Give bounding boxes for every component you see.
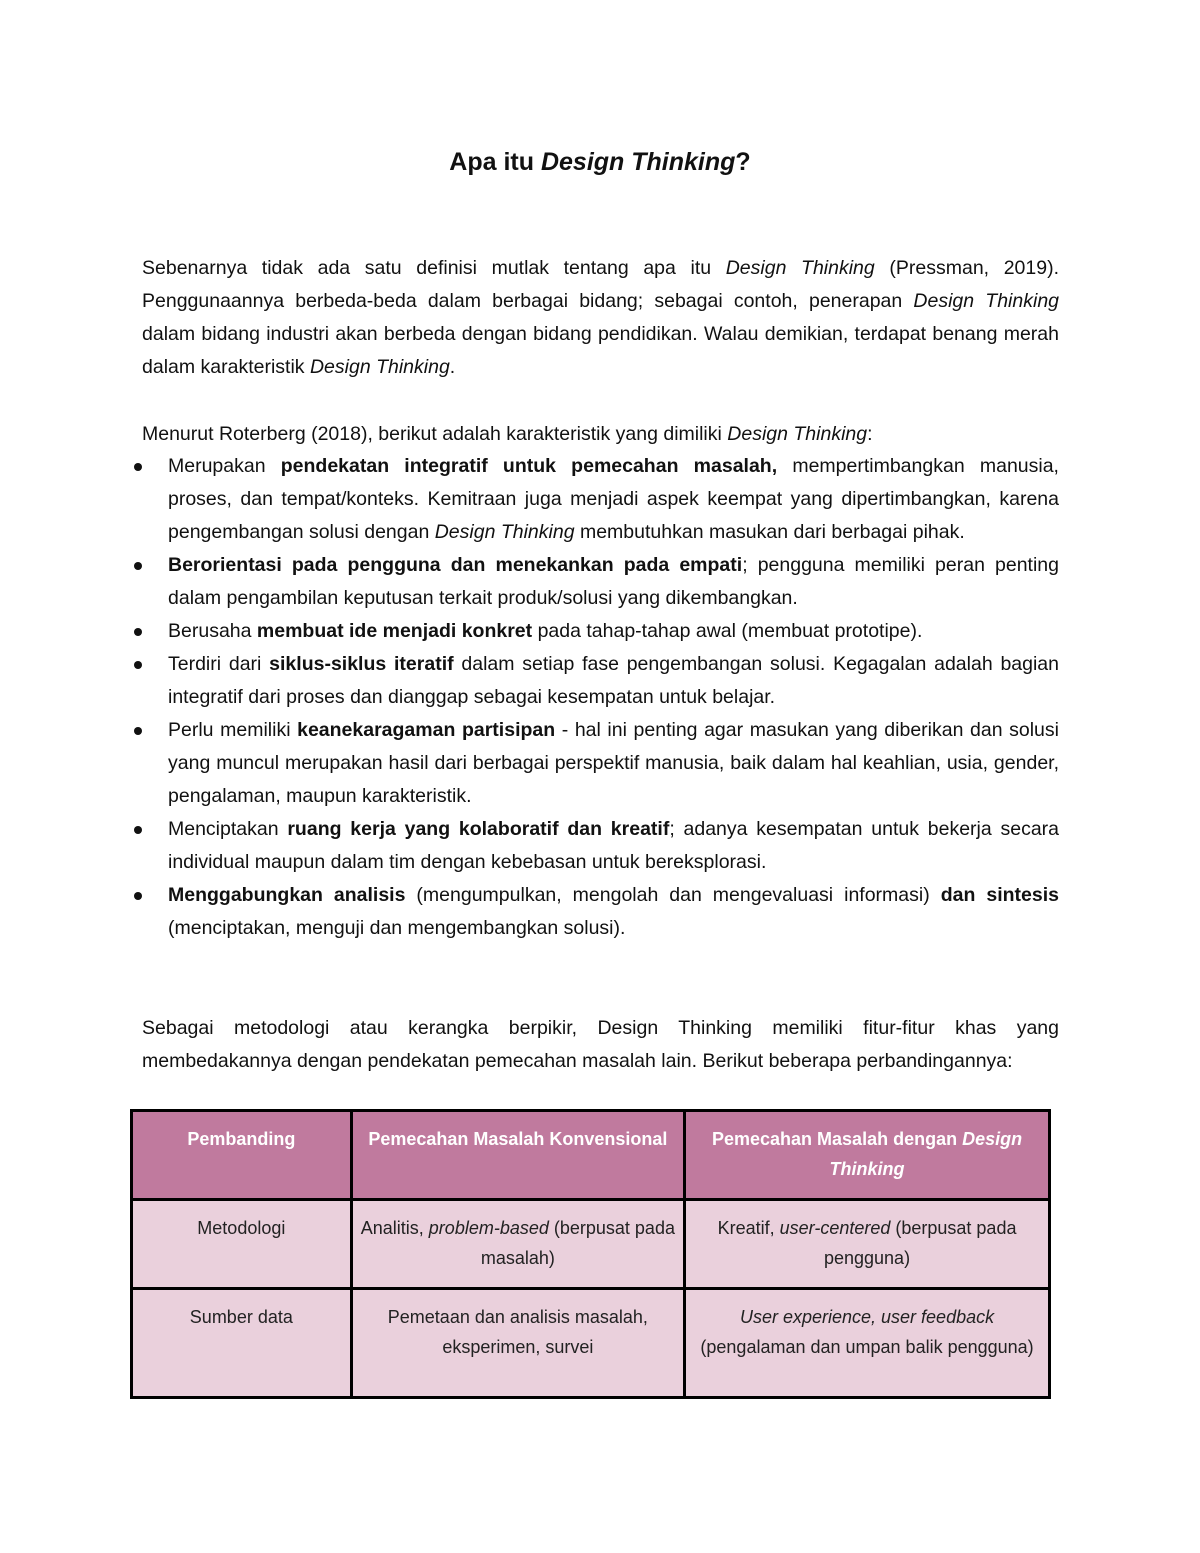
bold-run: Menggabungkan analisis xyxy=(168,884,406,906)
row-label-cell: Sumber data xyxy=(132,1289,352,1398)
list-item xyxy=(142,714,1059,813)
list-item xyxy=(142,450,1059,549)
text-run: (mengumpulkan, mengolah dan mengevaluasi informasi) xyxy=(405,884,941,906)
italic-run: Design Thinking xyxy=(913,290,1060,312)
text-run: Kreatif, xyxy=(717,1218,780,1238)
title-suffix: ? xyxy=(735,148,751,176)
conventional-cell xyxy=(351,1200,684,1289)
text-run: Berusaha xyxy=(168,620,257,642)
text-run: dalam setiap fase pengembangan solusi. Kegagalan adalah bagian integratif dari proses dan dianggap sebagai kesempatan untuk belajar. xyxy=(168,653,1059,708)
text-run: Merupakan xyxy=(168,455,281,477)
italic-run: Design Thinking xyxy=(829,1129,1023,1179)
characteristics-intro xyxy=(142,418,1059,451)
bold-run: keanekaragaman partisipan xyxy=(297,719,556,741)
intro-paragraph xyxy=(142,252,1059,384)
text-run: (berpusat pada masalah) xyxy=(480,1218,675,1268)
italic-run: Design Thinking xyxy=(727,423,868,445)
italic-run: Design Thinking xyxy=(309,356,450,378)
characteristics-list xyxy=(142,450,1059,945)
text-run: Pemecahan Masalah dengan xyxy=(711,1129,963,1149)
bullet-icon xyxy=(134,727,142,735)
text-run: Menciptakan xyxy=(168,818,288,840)
text-run: Pemetaan dan analisis masalah, eksperimen, survei xyxy=(387,1307,648,1357)
comparison-intro: Sebagai metodologi atau kerangka berpikir, Design Thinking memiliki fitur-fitur khas yang membedakannya dengan pendekatan pemecahan masalah lain. Berikut beberapa perbandingannya: xyxy=(142,1017,1059,1072)
table-header-row xyxy=(132,1111,1050,1200)
text-run: Analitis, xyxy=(360,1218,429,1238)
bullet-icon xyxy=(134,562,142,570)
bold-run: Berorientasi pada pengguna dan menekankan pada empati xyxy=(168,554,743,576)
conventional-cell xyxy=(351,1289,684,1398)
design-thinking-cell xyxy=(685,1289,1050,1398)
bullet-icon xyxy=(134,628,142,636)
table-row xyxy=(132,1289,1050,1398)
bold-run: dan sintesis xyxy=(940,884,1059,906)
text-run: pada tahap-tahap awal (membuat prototipe). xyxy=(532,620,923,642)
text-run: mempertimbangkan manusia, proses, dan tempat/konteks. Kemitraan juga menjadi aspek keempat yang dipertimbangkan, karena pengembangan solusi dengan xyxy=(168,455,1059,543)
text-run: (berpusat pada pengguna) xyxy=(823,1218,1017,1268)
bold-run: ruang kerja yang kolaboratif dan kreatif xyxy=(287,818,670,840)
comparison-table xyxy=(130,1109,1051,1399)
list-item xyxy=(142,813,1059,879)
italic-run: User experience, user feedback xyxy=(739,1307,995,1327)
bullet-icon xyxy=(134,661,142,669)
bold-run: membuat ide menjadi konkret xyxy=(256,620,533,642)
text-run: Sebenarnya tidak ada satu definisi mutlak tentang apa itu xyxy=(142,257,726,279)
table-row xyxy=(132,1200,1050,1289)
text-run: (Pressman, 2019). Penggunaannya berbeda-beda dalam berbagai bidang; sebagai contoh, penerapan xyxy=(142,257,1059,312)
text-run: ; pengguna memiliki peran penting dalam pengambilan keputusan terkait produk/solusi yang dikembangkan. xyxy=(168,554,1059,609)
header-cell-design-thinking xyxy=(685,1111,1050,1200)
italic-run: Design Thinking xyxy=(725,257,875,279)
header-cell-pembanding: Pembanding xyxy=(132,1111,352,1200)
text-run: : xyxy=(867,423,873,445)
list-item xyxy=(142,648,1059,714)
bullet-icon xyxy=(134,892,142,900)
text-run: (menciptakan, menguji dan mengembangkan solusi). xyxy=(168,917,626,939)
italic-run: Design Thinking xyxy=(434,521,575,543)
text-run: Terdiri dari xyxy=(168,653,270,675)
text-run: membutuhkan masukan dari berbagai pihak. xyxy=(574,521,965,543)
italic-run: problem-based xyxy=(428,1218,549,1238)
list-item xyxy=(142,879,1059,945)
bold-run: siklus-siklus iteratif xyxy=(269,653,454,675)
text-run: Perlu memiliki xyxy=(168,719,298,741)
page-title xyxy=(0,145,1200,179)
text-run: Menurut Roterberg (2018), berikut adalah karakteristik yang dimiliki xyxy=(142,423,728,445)
text-run: . xyxy=(449,356,456,378)
text-run: ; adanya kesempatan untuk bekerja secara individual maupun dalam tim dengan kebebasan untuk bereksplorasi. xyxy=(168,818,1060,873)
list-item xyxy=(142,615,1059,648)
text-run: dalam bidang industri akan berbeda dengan bidang pendidikan. Walau demikian, terdapat benang merah dalam karakteristik xyxy=(142,323,1059,378)
bold-run: pendekatan integratif untuk pemecahan masalah, xyxy=(280,455,778,477)
bullet-icon xyxy=(134,826,142,834)
text-run: (pengalaman dan umpan balik pengguna) xyxy=(700,1337,1034,1357)
bullet-icon xyxy=(134,463,142,471)
italic-run: user-centered xyxy=(779,1218,891,1238)
text-run: - hal ini penting agar masukan yang diberikan dan solusi yang muncul merupakan hasil dari berbagai perspektif manusia, baik dalam hal keahlian, usia, gender, pengalaman, maupun karakteristik. xyxy=(168,719,1059,807)
header-cell-conventional: Pemecahan Masalah Konvensional xyxy=(351,1111,684,1200)
row-label-cell: Metodologi xyxy=(132,1200,352,1289)
title-prefix: Apa itu xyxy=(449,148,541,176)
list-item xyxy=(142,549,1059,615)
title-italic: Design Thinking xyxy=(540,148,736,176)
design-thinking-cell xyxy=(685,1200,1050,1289)
